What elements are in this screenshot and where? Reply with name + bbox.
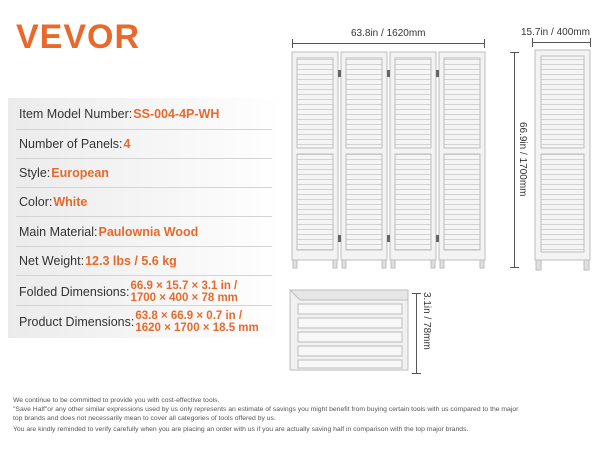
panel [390, 52, 436, 268]
spec-label: Style: [19, 166, 51, 180]
height-dimension-label: 66.9in / 1700mm [517, 122, 528, 197]
spec-value-line: 63.8 × 66.9 × 0.7 in / [135, 310, 243, 322]
spec-value-line: 1620 × 1700 × 18.5 mm [135, 322, 259, 334]
spec-label: Main Material: [19, 225, 98, 239]
spec-label: Number of Panels: [19, 137, 123, 151]
panel [292, 52, 338, 268]
disclaimer-line: top brands and does not necessarily mean to cover all categories of tools offered by us. [13, 415, 276, 422]
spec-label: Product Dimensions: [19, 315, 135, 329]
disclaimer-line: You are kindly reminded to verify carefully when you are placing an order with us if you are actually saving half in comparison with the top major brands. [13, 426, 469, 433]
disclaimer-line: We continue to be committed to provide you with cost-effective tools. [13, 397, 220, 404]
spec-value: Paulownia Wood [98, 225, 199, 239]
spec-value: 4 [123, 137, 131, 151]
width-dimension-label: 63.8in / 1620mm [351, 28, 426, 39]
single-panel [535, 50, 590, 270]
spec-value: SS-004-4P-WH [133, 107, 220, 121]
spec-value-line: 66.9 × 15.7 × 3.1 in / [130, 280, 238, 292]
spec-value-line: 1700 × 400 × 78 mm [130, 292, 238, 304]
spec-value: White [53, 195, 88, 209]
spec-value: 12.3 lbs / 5.6 kg [85, 254, 177, 268]
thickness-dimension-label: 3.1in / 78mm [421, 292, 432, 350]
panel [439, 52, 485, 268]
spec-label: Folded Dimensions: [19, 285, 130, 299]
spec-label: Item Model Number: [19, 107, 133, 121]
vevor-logo: VEVOR [16, 18, 141, 56]
depth-dimension-label: 15.7in / 400mm [521, 27, 590, 38]
spec-label: Net Weight: [19, 254, 85, 268]
panel [341, 52, 387, 268]
disclaimer-line: "Save Half"or any other similar expressions used by us only represents an estimate of savings you might benefit from buying certain tools with us compared to the major [13, 406, 519, 413]
spec-value: European [51, 166, 109, 180]
front-panels [292, 52, 485, 268]
spec-label: Color: [19, 195, 53, 209]
folded-stack [290, 290, 408, 370]
